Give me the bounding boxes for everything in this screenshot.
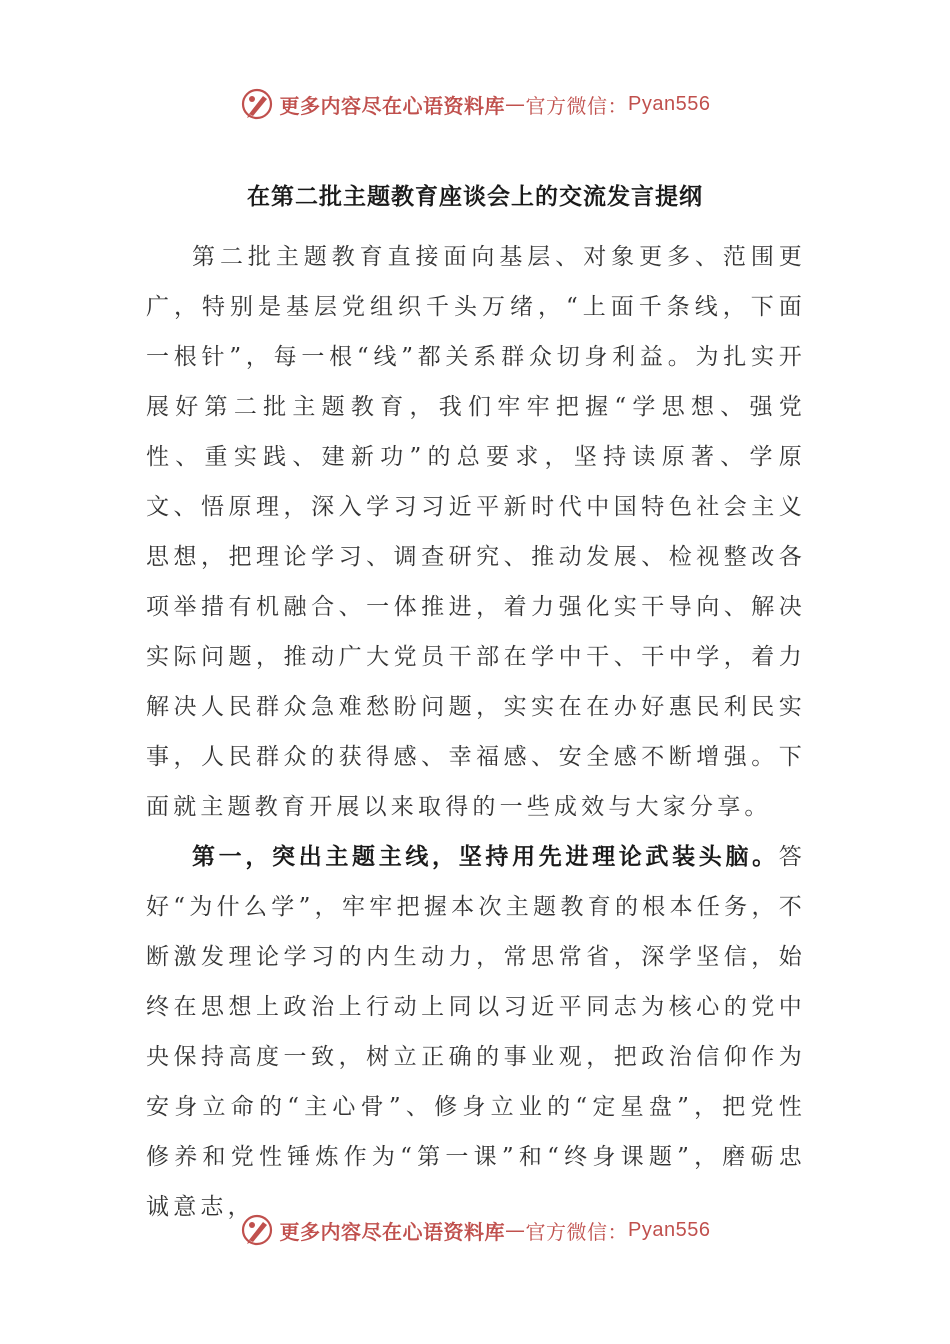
header-wechat-id: Pyan556 <box>628 92 711 115</box>
header-dash: — <box>505 92 526 116</box>
pen-logo-icon <box>240 87 274 121</box>
document-body <box>146 232 806 1232</box>
header-contact-label: 官方微信： <box>525 93 629 118</box>
paragraph-first-point-body: 答好“为什么学”，牢牢把握本次主题教育的根本任务，不断激发理论学习的内生动力，常思常省，深学坚信，始终在思想上政治上行动上同以习近平同志为核心的党中央保持高度一致，树立正确的事业观，把政治信仰作为安身立命的“主心骨”、修身立业的“定星盘”，把党性修养和党性锤炼作为“第一课”和“终身课题”，磨砺忠诚意志， <box>146 844 806 1220</box>
header-brand-text: 更多内容尽在心语资料库 <box>279 93 506 118</box>
document-title: 在第二批主题教育座谈会上的交流发言提纲 <box>247 184 703 210</box>
paragraph-intro: 第二批主题教育直接面向基层、对象更多、范围更广，特别是基层党组织千头万绪，“上面千条线，下面一根针”，每一根“线”都关系群众切身利益。为扎实开展好第二批主题教育，我们牢牢把握“学思想、强党性、重实践、建新功”的总要求，坚持读原著、学原文、悟原理，深入学习习近平新时代中国特色社会主义思想，把理论学习、调查研究、推动发展、检视整改各项举措有机融合、一体推进，着力强化实干导向、解决实际问题，推动广大党员干部在学中干、干中学，着力解决人民群众急难愁盼问题，实实在在办好惠民利民实事，人民群众的获得感、幸福感、安全感不断增强。下面就主题教育开展以来取得的一些成效与大家分享。 <box>146 244 806 820</box>
paragraph-first-point-lead: 第一，突出主题主线，坚持用先进理论武装头脑。 <box>192 844 779 870</box>
footer-contact-label: 官方微信： <box>525 1219 629 1244</box>
footer-dash: — <box>505 1218 526 1242</box>
header-banner <box>0 84 950 124</box>
footer-brand-text: 更多内容尽在心语资料库 <box>279 1219 506 1244</box>
footer-banner <box>0 1210 950 1250</box>
footer-wechat-id: Pyan556 <box>628 1218 711 1241</box>
paragraph-first-point <box>146 832 806 1232</box>
pen-logo-icon <box>240 1213 274 1247</box>
